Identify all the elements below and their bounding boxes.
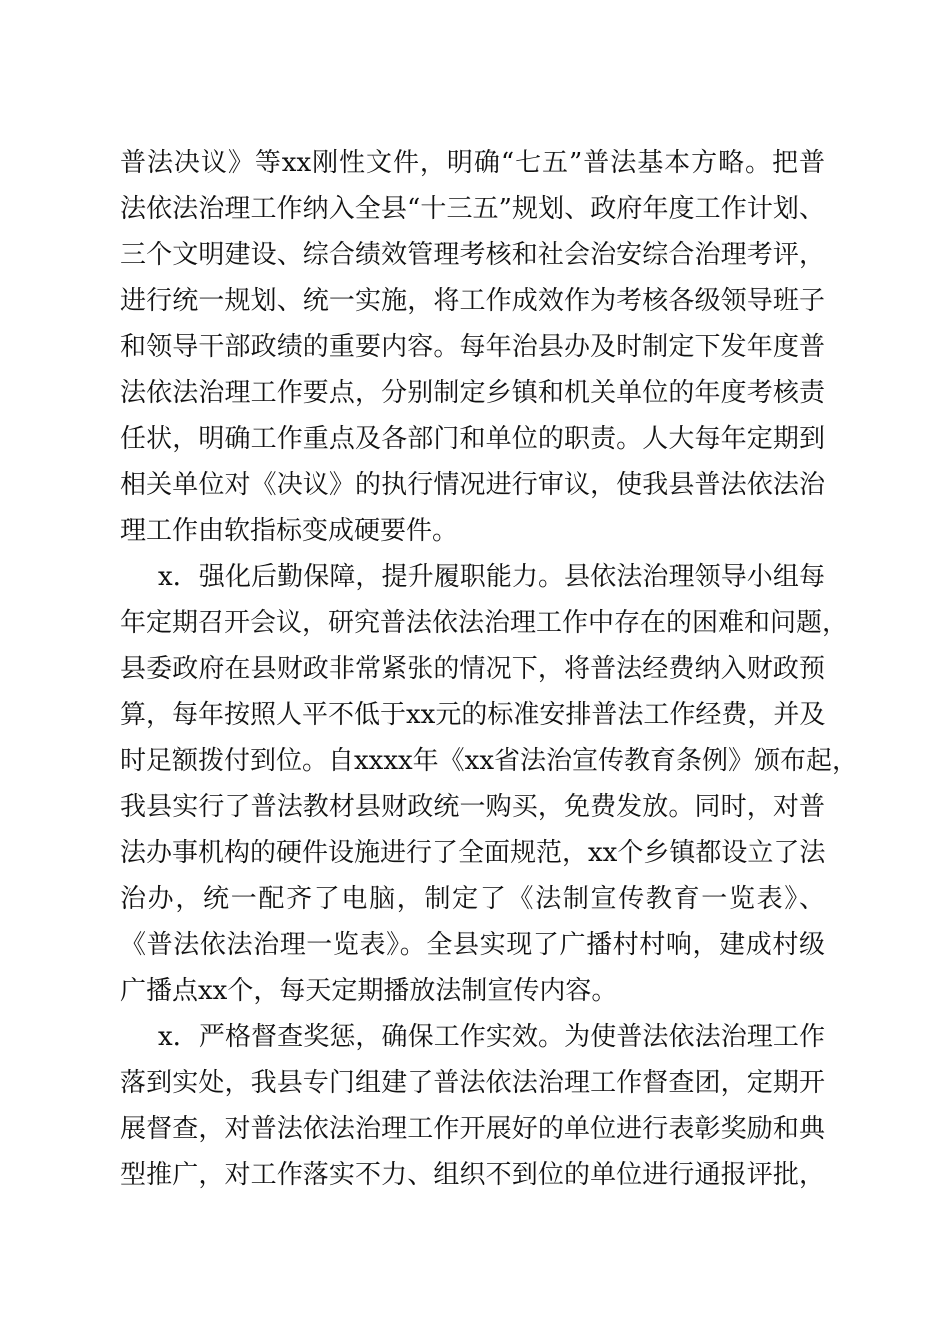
paragraph-2-line-7: 法办事机构的硬件设施进行了全面规范，xx个乡镇都设立了法 bbox=[120, 838, 826, 868]
paragraph-2-line-8: 治办，统一配齐了电脑，制定了《法制宣传教育一览表》、 bbox=[120, 884, 825, 914]
paragraph-3-line-3: 展督查，对普法依法治理工作开展好的单位进行表彰奖励和典 bbox=[120, 1114, 825, 1144]
paragraph-2-line-4: 算，每年按照人平不低于xx元的标准安排普法工作经费，并及 bbox=[120, 700, 826, 730]
paragraph-2-line-3: 县委政府在县财政非常紧张的情况下，将普法经费纳入财政预 bbox=[120, 654, 825, 684]
paragraph-3-line-1: x．严格督查奖惩，确保工作实效。为使普法依法治理工作 bbox=[158, 1022, 825, 1052]
paragraph-1-line-7: 任状，明确工作重点及各部门和单位的职责。人大每年定期到 bbox=[120, 424, 825, 454]
paragraph-3-line-2: 落到实处，我县专门组建了普法依法治理工作督查团，定期开 bbox=[120, 1068, 825, 1098]
paragraph-1-line-8: 相关单位对《决议》的执行情况进行审议，使我县普法依法治 bbox=[120, 470, 825, 500]
paragraph-1-line-5: 和领导干部政绩的重要内容。每年治县办及时制定下发年度普 bbox=[120, 332, 825, 362]
paragraph-2-line-10: 广播点xx个，每天定期播放法制宣传内容。 bbox=[120, 976, 618, 1006]
paragraph-1-line-9: 理工作由软指标变成硬要件。 bbox=[120, 516, 459, 546]
paragraph-1-line-3: 三个文明建设、综合绩效管理考核和社会治安综合治理考评， bbox=[120, 240, 825, 270]
paragraph-2-line-5: 时足额拨付到位。自xxxx年《xx省法治宣传教育条例》颁布起， bbox=[120, 746, 858, 776]
paragraph-1-line-6: 法依法治理工作要点，分别制定乡镇和机关单位的年度考核责 bbox=[120, 378, 825, 408]
paragraph-2-line-1: x．强化后勤保障，提升履职能力。县依法治理领导小组每 bbox=[158, 562, 825, 592]
paragraph-1-line-4: 进行统一规划、统一实施，将工作成效作为考核各级领导班子 bbox=[120, 286, 825, 316]
paragraph-1-line-2: 法依法治理工作纳入全县“十三五”规划、政府年度工作计划、 bbox=[120, 194, 825, 224]
paragraph-3-line-4: 型推广，对工作落实不力、组织不到位的单位进行通报评批， bbox=[120, 1160, 825, 1190]
paragraph-2-line-9: 《普法依法治理一览表》。全县实现了广播村村响，建成村级 bbox=[120, 930, 825, 960]
paragraph-2-line-2: 年定期召开会议，研究普法依法治理工作中存在的困难和问题， bbox=[120, 608, 849, 638]
paragraph-2-line-6: 我县实行了普法教材县财政统一购买，免费发放。同时，对普 bbox=[120, 792, 825, 822]
paragraph-1-line-1: 普法决议》等xx刚性文件，明确“七五”普法基本方略。把普 bbox=[120, 148, 825, 178]
